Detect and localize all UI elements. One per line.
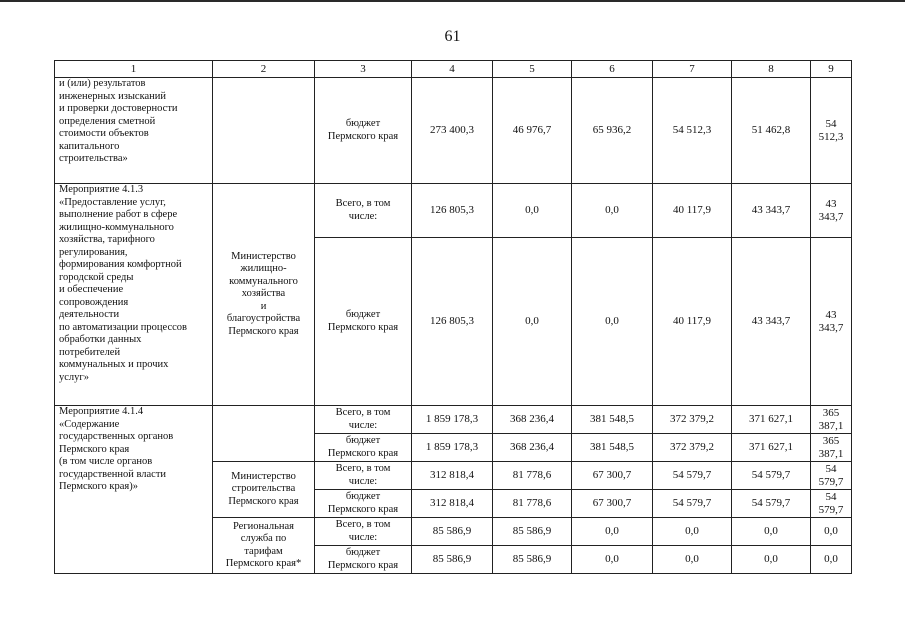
funding-source-cell: Всего, в том числе: — [315, 462, 412, 490]
value-cell: 1 859 178,3 — [412, 406, 493, 434]
value-cell: 81 778,6 — [493, 490, 572, 518]
funding-source-cell: бюджет Пермского края — [315, 78, 412, 184]
value-cell: 43 343,7 — [811, 184, 852, 238]
value-cell: 1 859 178,3 — [412, 434, 493, 462]
activity-description-cell: и (или) результатов инженерных изысканий и проверки достоверности определения сметной стоимости объектов капитального строительства» — [55, 78, 213, 184]
value-cell: 85 586,9 — [412, 518, 493, 546]
funding-source-cell: Всего, в том числе: — [315, 184, 412, 238]
funding-source-cell: бюджет Пермского края — [315, 546, 412, 574]
value-cell: 0,0 — [732, 518, 811, 546]
value-cell: 65 936,2 — [572, 78, 653, 184]
column-header: 8 — [732, 61, 811, 78]
value-cell: 371 627,1 — [732, 406, 811, 434]
value-cell: 54 579,7 — [653, 462, 732, 490]
column-header: 4 — [412, 61, 493, 78]
value-cell: 371 627,1 — [732, 434, 811, 462]
funding-source-cell: Всего, в том числе: — [315, 518, 412, 546]
value-cell: 54 579,7 — [811, 462, 852, 490]
top-border-line — [0, 0, 905, 2]
table-row — [55, 184, 852, 238]
value-cell: 40 117,9 — [653, 184, 732, 238]
column-header: 6 — [572, 61, 653, 78]
responsible-executor-cell: Региональная служба по тарифам Пермского края* — [213, 518, 315, 574]
column-header: 3 — [315, 61, 412, 78]
value-cell: 368 236,4 — [493, 434, 572, 462]
value-cell: 368 236,4 — [493, 406, 572, 434]
value-cell: 0,0 — [653, 518, 732, 546]
value-cell: 85 586,9 — [493, 546, 572, 574]
funding-source-cell: бюджет Пермского края — [315, 490, 412, 518]
column-header: 5 — [493, 61, 572, 78]
value-cell: 0,0 — [572, 184, 653, 238]
table-row — [55, 78, 852, 184]
responsible-executor-cell — [213, 406, 315, 462]
page-number: 61 — [444, 28, 461, 45]
budget-table — [54, 60, 852, 574]
funding-source-cell: Всего, в том числе: — [315, 406, 412, 434]
value-cell: 54 579,7 — [653, 490, 732, 518]
responsible-executor-cell: Министерство жилищно- коммунального хозяйства и благоустройства Пермского края — [213, 184, 315, 406]
activity-description-cell: Мероприятие 4.1.3 «Предоставление услуг, выполнение работ в сфере жилищно-коммунального хозяйства, тарифного регулирования, формирования комфортной городской среды и обеспечение сопровождения деятельности по автоматизации процессов обработки данных потребителей коммунальных и прочих услуг» — [55, 184, 213, 406]
value-cell: 365 387,1 — [811, 434, 852, 462]
funding-source-cell: бюджет Пермского края — [315, 238, 412, 406]
value-cell: 273 400,3 — [412, 78, 493, 184]
value-cell: 54 512,3 — [811, 78, 852, 184]
responsible-executor-cell: Министерство строительства Пермского края — [213, 462, 315, 518]
value-cell: 54 579,7 — [732, 462, 811, 490]
value-cell: 0,0 — [811, 546, 852, 574]
value-cell: 0,0 — [493, 238, 572, 406]
value-cell: 0,0 — [572, 238, 653, 406]
value-cell: 312 818,4 — [412, 462, 493, 490]
activity-description-cell: Мероприятие 4.1.4 «Содержание государственных органов Пермского края (в том числе органов государственной власти Пермского края)» — [55, 406, 213, 574]
value-cell: 40 117,9 — [653, 238, 732, 406]
table-header-row — [55, 61, 852, 78]
value-cell: 51 462,8 — [732, 78, 811, 184]
value-cell: 54 512,3 — [653, 78, 732, 184]
value-cell: 85 586,9 — [493, 518, 572, 546]
value-cell: 126 805,3 — [412, 184, 493, 238]
column-header: 9 — [811, 61, 852, 78]
value-cell: 312 818,4 — [412, 490, 493, 518]
value-cell: 0,0 — [653, 546, 732, 574]
value-cell: 54 579,7 — [811, 490, 852, 518]
responsible-executor-cell — [213, 78, 315, 184]
value-cell: 67 300,7 — [572, 462, 653, 490]
value-cell: 43 343,7 — [811, 238, 852, 406]
value-cell: 381 548,5 — [572, 406, 653, 434]
value-cell: 54 579,7 — [732, 490, 811, 518]
value-cell: 46 976,7 — [493, 78, 572, 184]
value-cell: 126 805,3 — [412, 238, 493, 406]
column-header: 2 — [213, 61, 315, 78]
value-cell: 81 778,6 — [493, 462, 572, 490]
value-cell: 0,0 — [572, 546, 653, 574]
value-cell: 67 300,7 — [572, 490, 653, 518]
table-row — [55, 406, 852, 434]
value-cell: 43 343,7 — [732, 184, 811, 238]
value-cell: 372 379,2 — [653, 434, 732, 462]
column-header: 7 — [653, 61, 732, 78]
value-cell: 365 387,1 — [811, 406, 852, 434]
value-cell: 43 343,7 — [732, 238, 811, 406]
value-cell: 0,0 — [732, 546, 811, 574]
value-cell: 381 548,5 — [572, 434, 653, 462]
value-cell: 0,0 — [493, 184, 572, 238]
value-cell: 0,0 — [811, 518, 852, 546]
column-header: 1 — [55, 61, 213, 78]
value-cell: 372 379,2 — [653, 406, 732, 434]
value-cell: 0,0 — [572, 518, 653, 546]
funding-source-cell: бюджет Пермского края — [315, 434, 412, 462]
value-cell: 85 586,9 — [412, 546, 493, 574]
